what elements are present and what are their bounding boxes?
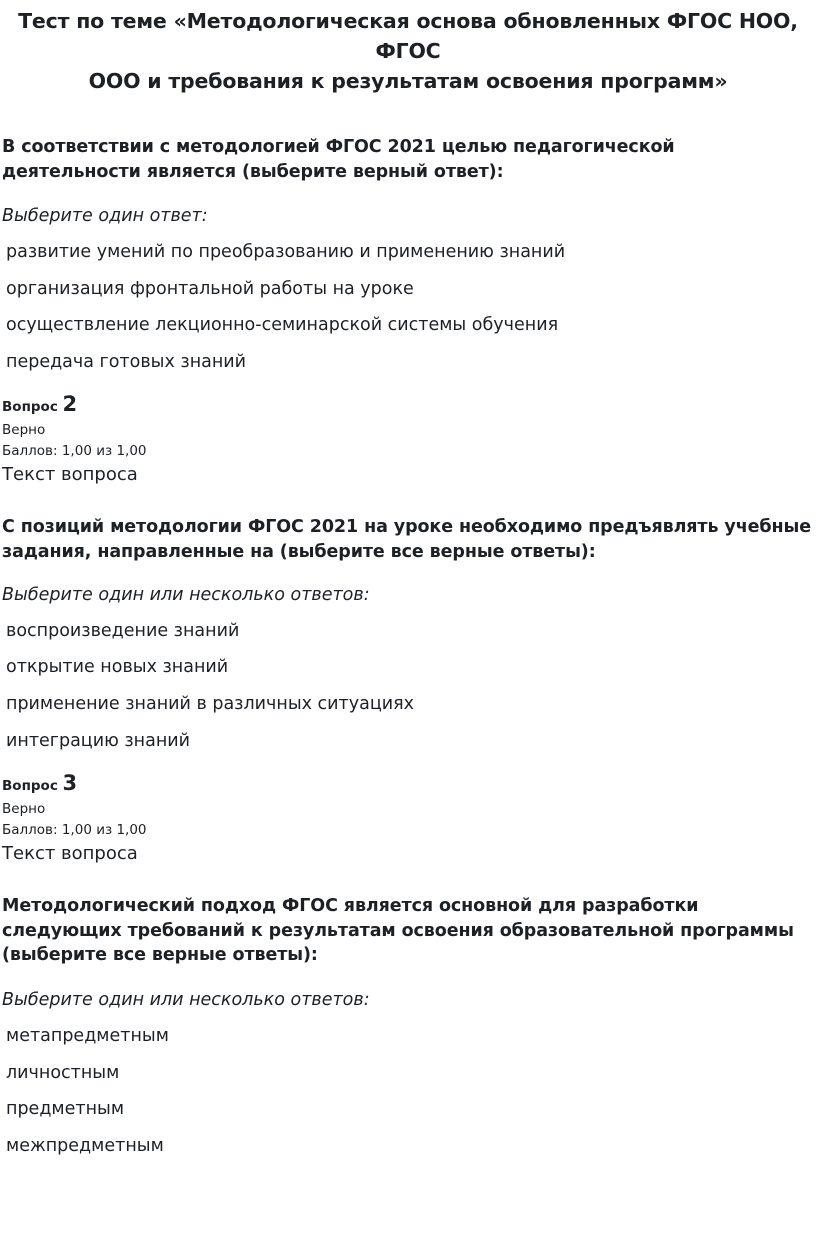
question-2-answer-2[interactable]: открытие новых знаний xyxy=(6,657,229,677)
question-3-header xyxy=(2,772,77,797)
question-3-answer-1[interactable]: метапредметным xyxy=(6,1026,169,1046)
question-1-answer-1[interactable]: развитие умений по преобразованию и применению знаний xyxy=(6,242,566,262)
question-2-text: С позиций методологии ФГОС 2021 на уроке необходимо предъявлять учебные задания, направленные на (выберите все верные ответы): xyxy=(2,517,812,562)
page-title-line-1: Тест по теме «Методологическая основа обновленных ФГОС НОО, ФГОС xyxy=(18,9,798,63)
question-1-answer-2[interactable]: организация фронтальной работы на уроке xyxy=(6,279,414,299)
question-1-answer-3[interactable]: осуществление лекционно-семинарской системы обучения xyxy=(6,315,559,335)
question-2-label: Текст вопроса xyxy=(2,464,138,485)
page-title-line-2: ООО и требования к результатам освоения программ» xyxy=(88,69,728,93)
question-3-grade: Баллов: 1,00 из 1,00 xyxy=(2,822,147,838)
question-3-state: Верно xyxy=(2,801,46,817)
question-1-prompt: Выберите один ответ: xyxy=(2,206,208,226)
question-3-answer-4[interactable]: межпредметным xyxy=(6,1136,164,1156)
question-2-answer-1[interactable]: воспроизведение знаний xyxy=(6,621,240,641)
question-1-text: В соответствии с методологией ФГОС 2021 целью педагогической деятельности является (выберите верный ответ): xyxy=(2,137,675,182)
question-2-header-word: Вопрос xyxy=(2,399,58,415)
question-2-answer-4[interactable]: интеграцию знаний xyxy=(6,731,191,751)
question-2-header xyxy=(2,393,77,418)
question-2-state: Верно xyxy=(2,422,46,438)
question-3-text: Методологический подход ФГОС является основной для разработки следующих требований к результатам освоения образовательной программы (выберите все верные ответы): xyxy=(2,896,794,965)
question-3-label: Текст вопроса xyxy=(2,843,138,864)
question-1-answer-4[interactable]: передача готовых знаний xyxy=(6,352,247,372)
question-3-header-word: Вопрос xyxy=(2,778,58,794)
question-2-grade: Баллов: 1,00 из 1,00 xyxy=(2,443,147,459)
question-3-number: 3 xyxy=(62,771,78,795)
question-2-number: 2 xyxy=(62,392,78,416)
question-3-answer-3[interactable]: предметным xyxy=(6,1099,125,1119)
question-3-answer-2[interactable]: личностным xyxy=(6,1063,120,1083)
question-2-answer-3[interactable]: применение знаний в различных ситуациях xyxy=(6,694,414,714)
question-2-prompt: Выберите один или несколько ответов: xyxy=(2,585,370,605)
question-3-prompt: Выберите один или несколько ответов: xyxy=(2,990,370,1010)
page-title xyxy=(0,6,816,96)
